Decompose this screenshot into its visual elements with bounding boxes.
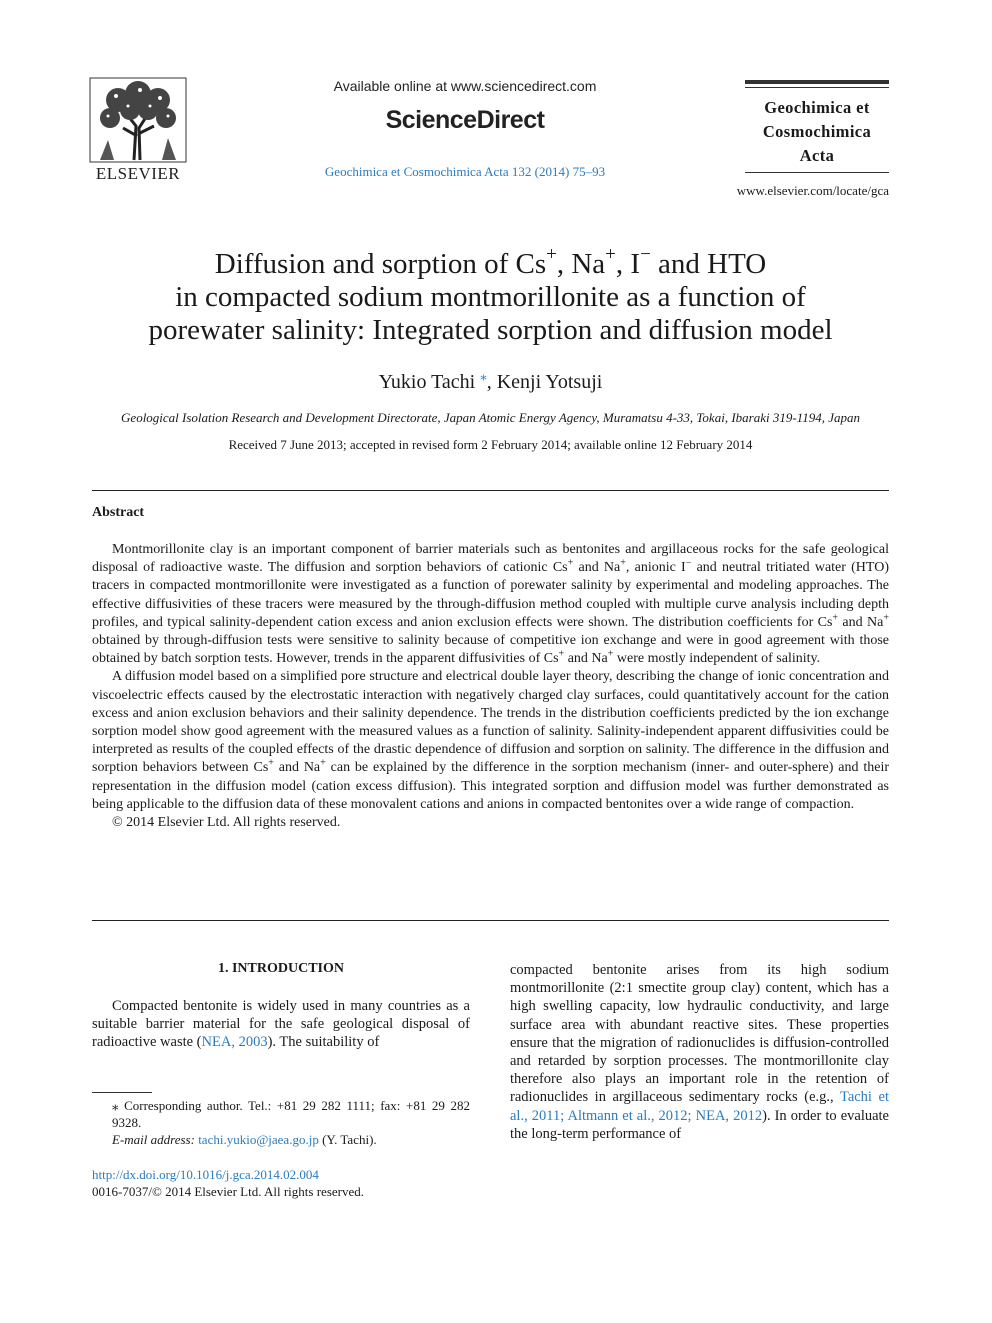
abstract-heading: Abstract xyxy=(92,505,145,520)
journal-title-line: Geochimica et xyxy=(764,98,870,117)
issn-copyright: 0016-7037/© 2014 Elsevier Ltd. All rights reserved. xyxy=(92,1184,364,1199)
author-name[interactable]: Kenji Yotsuji xyxy=(496,371,603,393)
footnote-rule xyxy=(92,1092,152,1093)
abstract-rule-bottom xyxy=(92,920,889,921)
footnote xyxy=(92,1097,470,1148)
title-line-2: in compacted sodium montmorillonite as a function of xyxy=(175,281,806,313)
article-dates: Received 7 June 2013; accepted in revised form 2 February 2014; available online 12 February 2014 xyxy=(228,437,753,452)
journal-title-line: Acta xyxy=(799,146,835,165)
reference-link[interactable]: NEA, 2003 xyxy=(201,1034,268,1051)
journal-rule-thick xyxy=(745,80,889,84)
email-link[interactable]: tachi.yukio@jaea.go.jp xyxy=(198,1132,319,1147)
author-list: Yukio Tachi ⁎, Kenji Yotsuji xyxy=(378,368,603,393)
footnote-corresponding-author: ⁎ Corresponding author. Tel.: +81 29 282 1111; fax: +81 29 282 9328. xyxy=(112,1098,470,1130)
abstract-paragraph: Montmorillonite clay is an important component of barrier materials such as bentonites and argillaceous rocks for the safe geological disposal of radioactive waste. The diffusion and sorption behaviors of cationic Cs+ and Na+, anionic I− and neutral tritiated water (HTO) tracers in compacted montmorillonite were investigated as a function of porewater salinity by experimental and modeling approaches. The effective diffusivities of these tracers were measured by the through-diffusion method coupled with multiple curve analysis including depth profiles, and typical salinity-dependent cation excess and anion exclusion effects were shown. The distribution coefficients for Cs+ and Na+ obtained by through-diffusion tests were sensitive to salinity because of competitive ion exchange and were in good agreement with those obtained by batch sorption tests. However, trends in the apparent diffusivities of Cs+ and Na+ were mostly independent of salinity. xyxy=(92,542,889,667)
sciencedirect-logo[interactable]: ScienceDirect xyxy=(385,106,545,134)
body-column-right xyxy=(510,961,889,1143)
title-line-3: porewater salinity: Integrated sorption and diffusion model xyxy=(148,314,833,346)
affiliation: Geological Isolation Research and Development Directorate, Japan Atomic Energy Agency, Muramatsu 4-33, Tokai, Ibaraki 319-1194, Japan xyxy=(121,410,860,425)
author-name[interactable]: Yukio Tachi xyxy=(378,371,476,393)
copyright-notice: © 2014 Elsevier Ltd. All rights reserved. xyxy=(112,815,341,831)
abstract-body xyxy=(92,541,889,832)
journal-rule-bottom xyxy=(745,172,889,173)
section-heading-introduction: 1. INTRODUCTION xyxy=(217,961,344,976)
publisher-name: ELSEVIER xyxy=(95,164,181,183)
title-line-1: Diffusion and sorption of Cs+, Na+, I− and HTO xyxy=(214,244,767,280)
journal-rule-thin xyxy=(745,87,889,88)
journal-homepage-link[interactable]: www.elsevier.com/locate/gca xyxy=(736,183,889,198)
journal-title-line: Cosmochimica xyxy=(762,122,872,141)
body-paragraph: Compacted bentonite is widely used in many countries as a suitable barrier material for the safe geological disposal of radioactive waste (NEA, 2003). The suitability of xyxy=(92,998,470,1051)
corresponding-author-mark[interactable]: ⁎ xyxy=(480,368,487,383)
abstract-rule-top xyxy=(92,490,889,491)
article-title xyxy=(92,244,889,347)
body-paragraph: compacted bentonite arises from its high sodium montmorillonite (2:1 smectite group clay) content, which has a high swelling capacity, low hydraulic conductivity, and large surface area with abundant reactive sites. These properties ensure that the migration of radionuclides is diffusion-controlled and retarded by sorption processes. The montmorillonite clay therefore also plays an important role in the retention of radionuclides in argillaceous sedimentary rocks (e.g., Tachi et al., 2011; Altmann et al., 2012; NEA, 2012). In order to evaluate the long-term performance of xyxy=(510,962,889,1142)
abstract-paragraph: A diffusion model based on a simplified pore structure and electrical double layer theory, describing the change of ionic concentration and viscoelectric effects caused by the electrostatic interaction with negatively charged clay surfaces, could quantitatively account for the cation excess and anion exclusion behaviors and their salinity dependence. The trends in the distribution coefficients predicted by the ion exchange sorption model show good agreement with the measured values as a function of salinity. Salinity-independent apparent diffusivities could be interpreted as results of the coupled effects of the drastic dependence of diffusion and sorption on salinity. The difference in the diffusion and sorption behaviors between Cs+ and Na+ can be explained by the difference in the sorption mechanism (inner- and outer-sphere) and their representation in the diffusion model (cation excess diffusion). This integrated sorption and diffusion model was further demonstrated as being applicable to the diffusion data of these monovalent cations and anions in compacted bentonites over a wide range of compaction. xyxy=(92,669,889,812)
reference-link[interactable]: Tachi et al., 2011; Altmann et al., 2012; NEA, 2012 xyxy=(510,1089,889,1124)
journal-title xyxy=(745,96,889,168)
body-column-left xyxy=(92,997,470,1052)
available-online-text: Available online at www.sciencedirect.com xyxy=(333,78,597,94)
doi-link[interactable]: http://dx.doi.org/10.1016/j.gca.2014.02.004 xyxy=(92,1167,319,1182)
footnote-email: E-mail address: tachi.yukio@jaea.go.jp (Y. Tachi). xyxy=(112,1132,377,1147)
journal-citation-link[interactable]: Geochimica et Cosmochimica Acta 132 (2014) 75–93 xyxy=(324,164,606,179)
